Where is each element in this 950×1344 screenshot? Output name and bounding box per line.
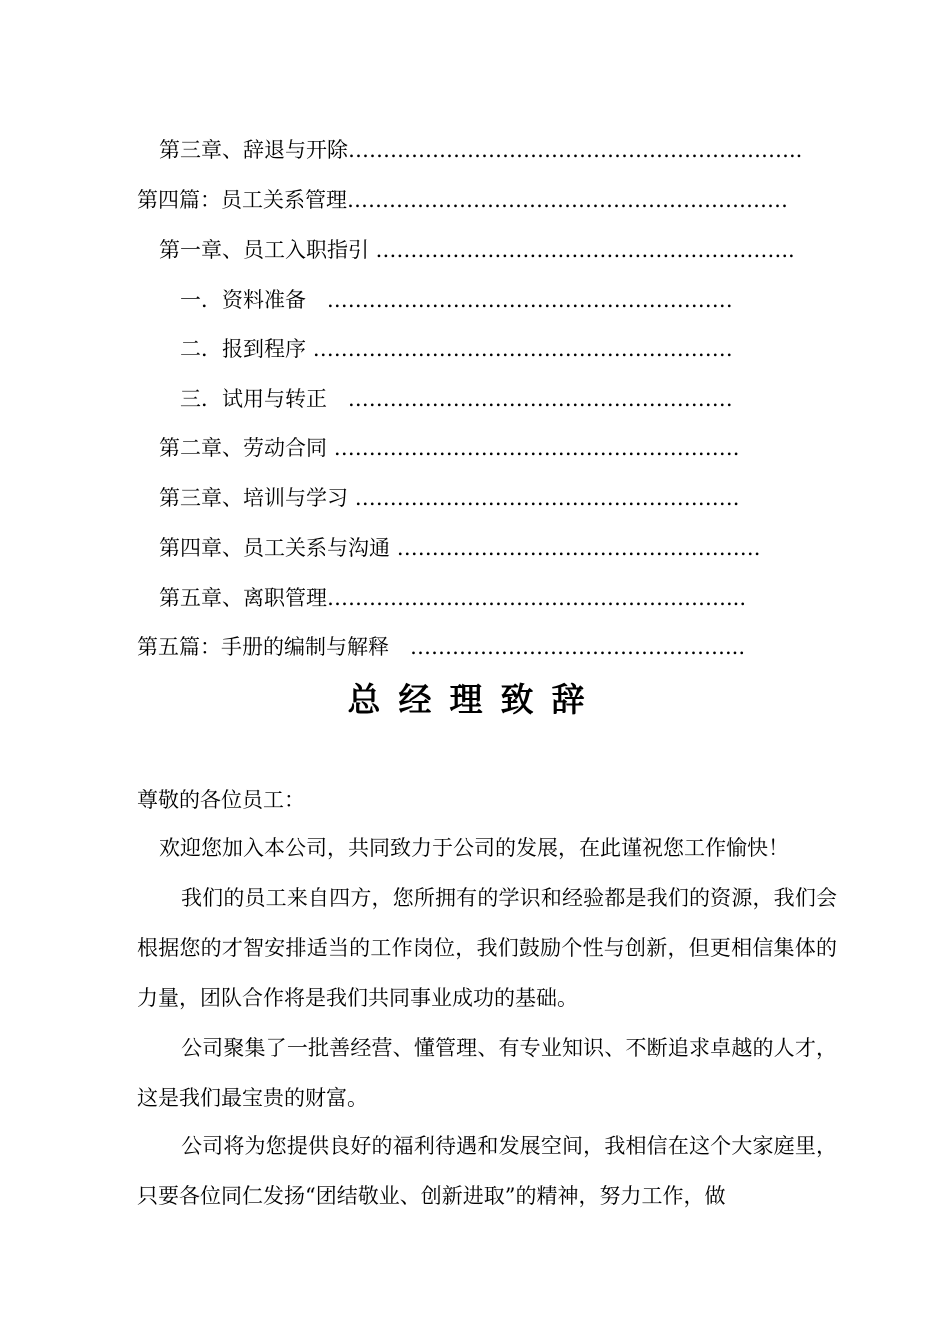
page-title: 总经理致辞 [347,680,603,719]
toc-label: 第三章、培训与学习 [159,486,355,510]
toc-label: 第四章、员工关系与沟通 [159,536,397,560]
body-paragraph: 我们的员工来自四方，您所拥有的学识和经验都是我们的资源，我们会根据您的才智安排适当的工作岗位，我们鼓励个性与创新，但更相信集体的力量，团队合作将是我们共同事业成功的基础。 [137,886,837,1010]
toc-entry [137,186,788,214]
toc-label: 第二章、劳动合同 [159,436,334,460]
toc-leader: ……………………………………………………… [347,188,788,212]
toc-label: 二．报到程序 [180,337,313,361]
toc-entry [159,534,760,562]
toc-entry [159,584,746,612]
toc-leader: ………………………………………………. [354,486,740,510]
toc-entry [159,434,739,462]
toc-leader: …………………………………………………... [327,586,747,610]
toc-leader: …………………………………………………. [333,436,740,460]
welcome-line: 欢迎您加入本公司，共同致力于公司的发展，在此谨祝您工作愉快！ [159,836,789,860]
toc-leader: …………………………………………………… [312,337,733,361]
toc-entry [137,633,745,661]
body-paragraph: 公司聚集了一批善经营、懂管理、有专业知识、不断追求卓越的人才，这是我们最宝贵的财富。 [137,1036,837,1110]
toc-leader: ……………………………………………………….. [348,138,803,162]
toc-label: 第四篇：员工关系管理 [137,188,347,212]
toc-label: 三．试用与转正 . [180,387,355,411]
toc-leader: ……………………………………………. [396,536,761,560]
toc-entry [180,286,733,314]
toc-label: 第三章、辞退与开除 [159,138,348,162]
toc-label: 一．资料准备 . [180,288,334,312]
toc-leader: ………………………………………………… [333,288,733,312]
toc-entry [180,335,733,363]
salutation: 尊敬的各位员工： [137,788,305,812]
toc-leader: ……………………………………………… [354,387,733,411]
toc-label: 第五章、离职管理 [159,586,327,610]
body-paragraph: 公司将为您提供良好的福利待遇和发展空间，我相信在这个大家庭里，只要各位同仁发扬“团结敬业、创新进取”的精神，努力工作，做 [137,1134,837,1208]
toc-entry [159,136,802,164]
toc-entry [180,385,733,413]
toc-entry [159,236,795,264]
toc-label: 第五篇：手册的编制与解释 [137,635,410,659]
toc-label: 第一章、员工入职指引 . [159,238,383,262]
toc-leader: ………………………………………………….. [382,238,795,262]
toc-entry [159,484,739,512]
toc-leader: ………………………………………... [410,635,746,659]
